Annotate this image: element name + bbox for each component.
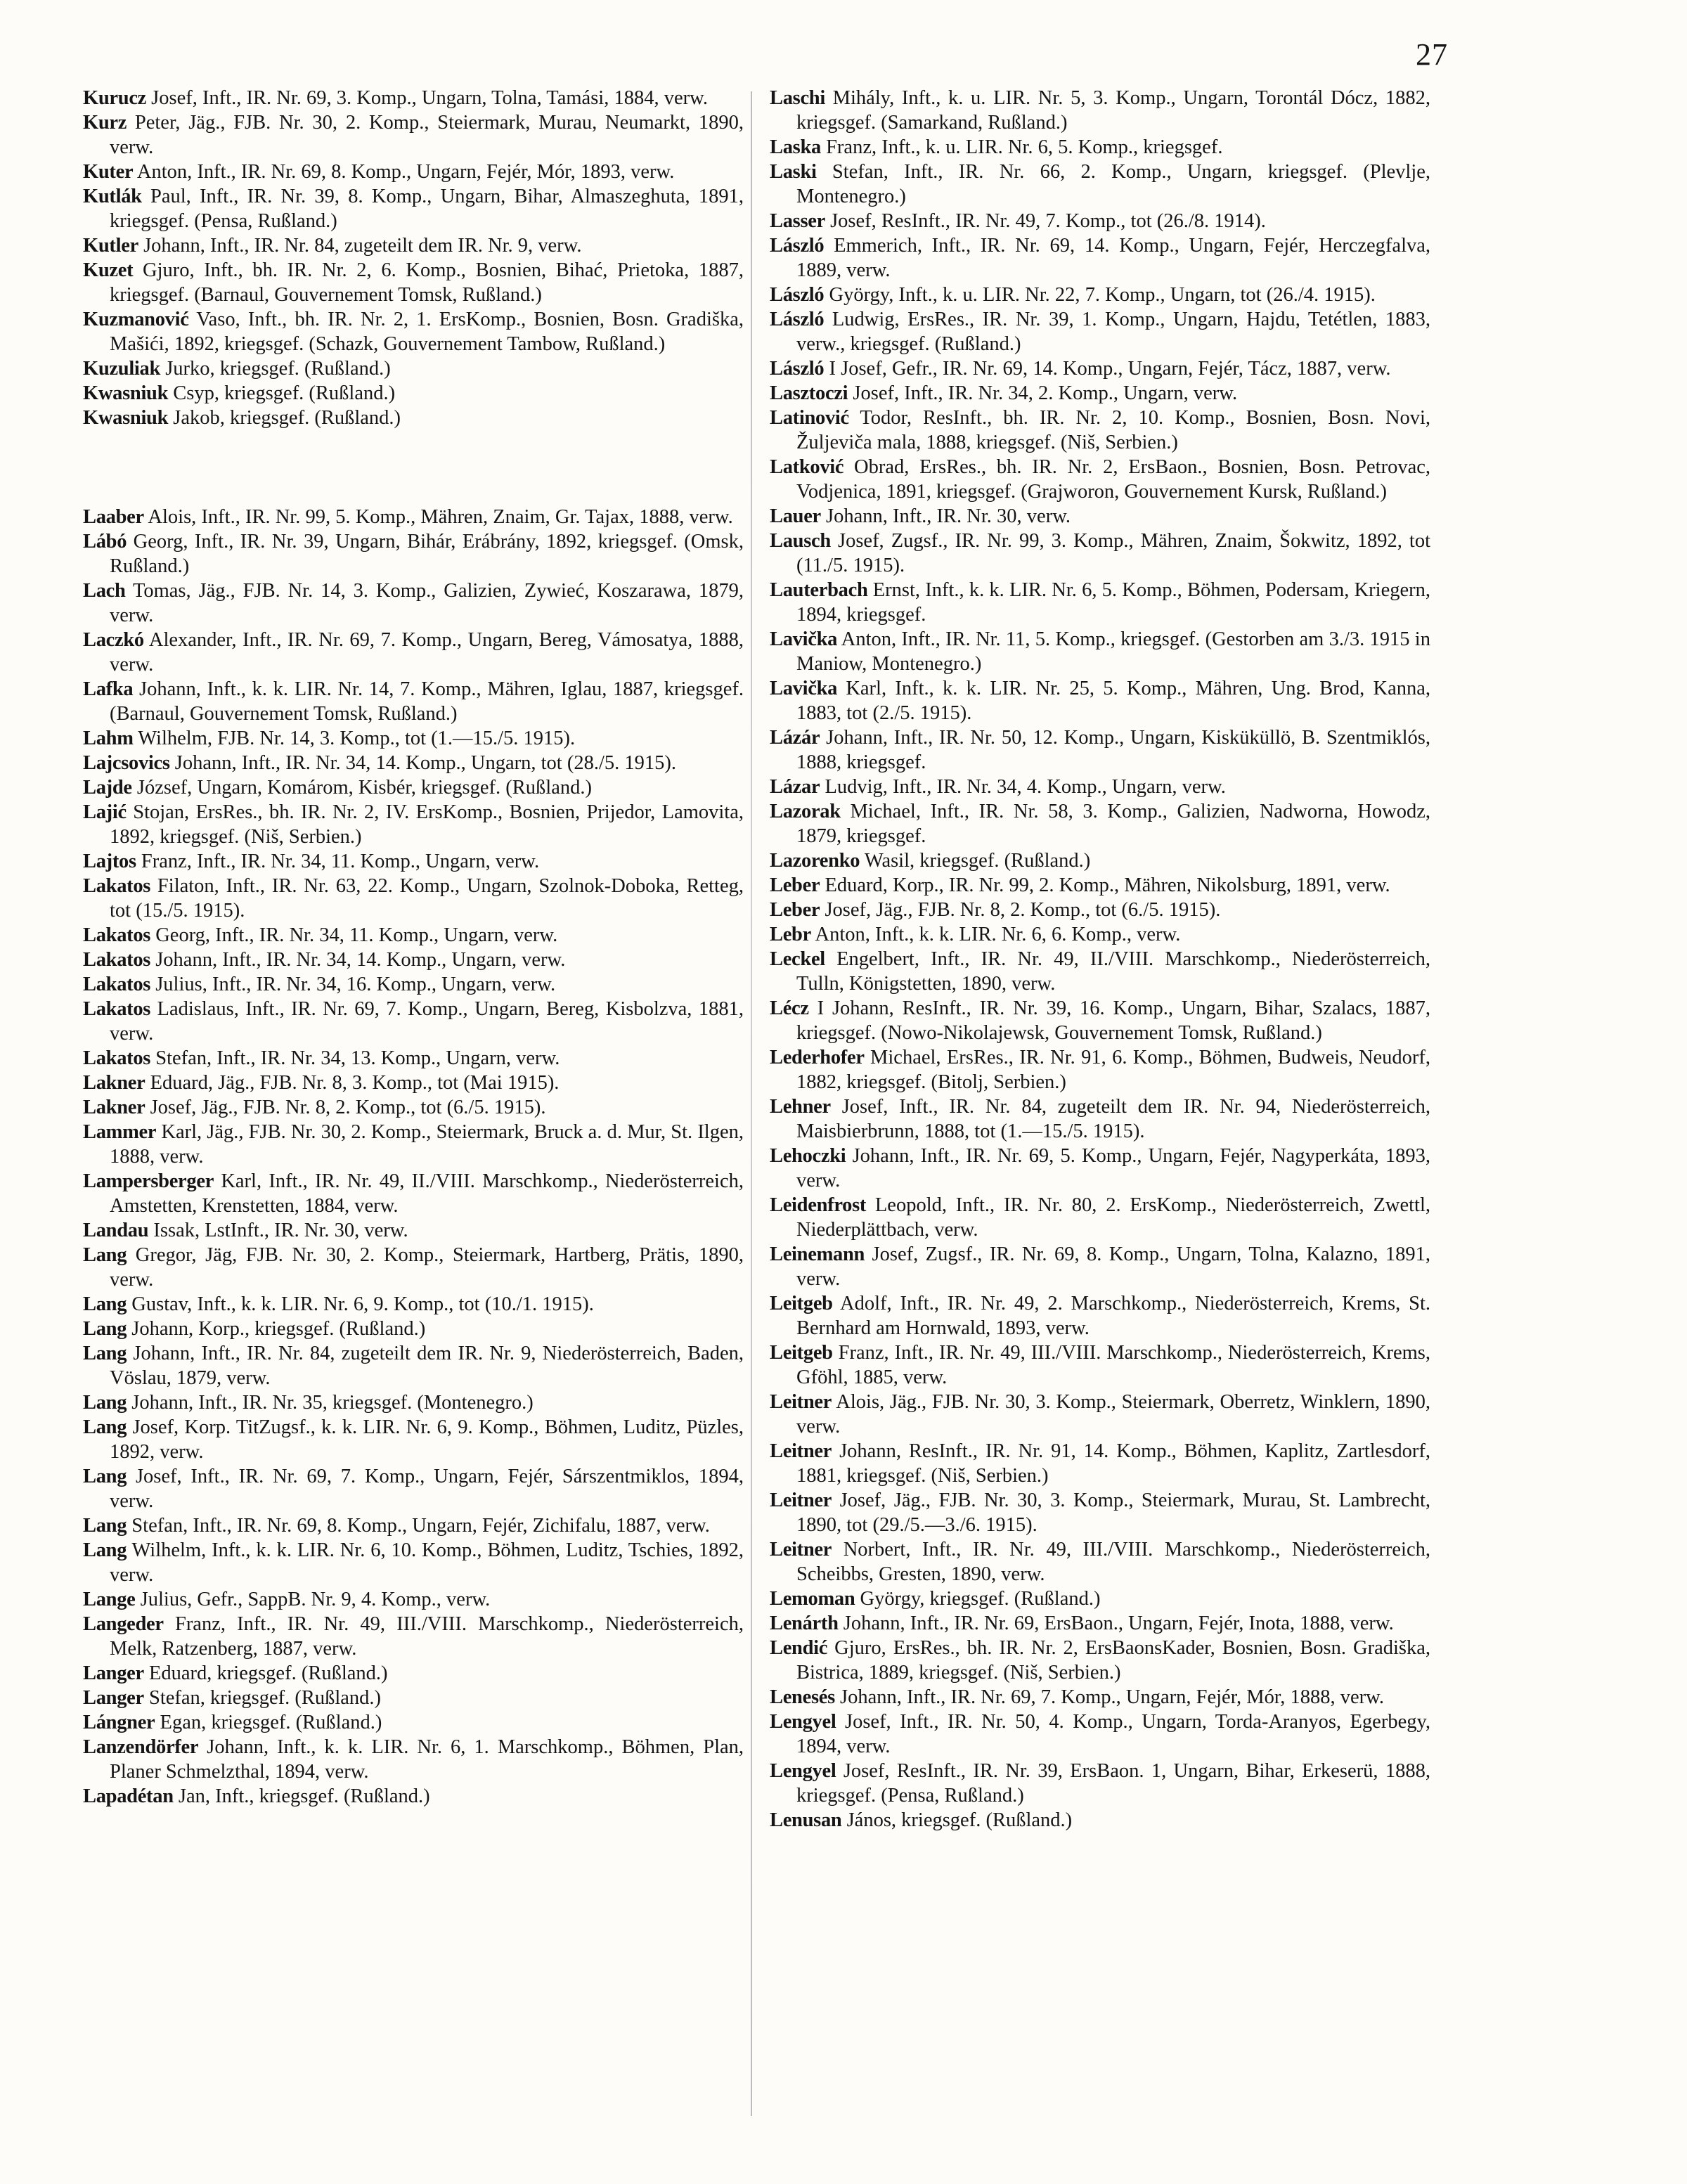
entry-details: Johann, Inft., IR. Nr. 30, verw. (826, 505, 1071, 527)
list-entry (83, 184, 744, 233)
list-entry (770, 1439, 1430, 1488)
list-entry (770, 1094, 1430, 1144)
entry-details: Ludvig, Inft., IR. Nr. 34, 4. Komp., Ungarn, verw. (825, 776, 1226, 798)
entry-surname: Lang (83, 1515, 127, 1537)
entry-details: Josef, Jäg., FJB. Nr. 8, 2. Komp., tot (6./5. 1915). (825, 899, 1221, 921)
entry-surname: Lakner (83, 1097, 146, 1118)
list-entry (83, 356, 744, 381)
entry-details: Johann, Korp., kriegsgef. (Rußland.) (131, 1318, 426, 1340)
entry-surname: Lausch (770, 530, 831, 552)
entry-surname: Lendić (770, 1637, 828, 1659)
entry-surname: Lángner (83, 1712, 155, 1733)
entry-surname: Lapadétan (83, 1785, 174, 1807)
entry-details: Josef, Zugsf., IR. Nr. 69, 8. Komp., Ungarn, Tolna, Kalazno, 1891, verw. (796, 1243, 1431, 1290)
list-entry (83, 775, 744, 800)
list-entry (770, 160, 1430, 209)
entry-surname: Kuzmanović (83, 309, 189, 330)
list-entry (83, 1612, 744, 1661)
list-entry (83, 1071, 744, 1095)
entry-surname: Lehoczki (770, 1145, 846, 1167)
entry-surname: Leitner (770, 1440, 832, 1462)
entry-surname: Leber (770, 899, 820, 921)
entry-surname: Lázar (770, 776, 820, 798)
entry-surname: Lenusan (770, 1809, 842, 1831)
entry-details: Emmerich, Inft., IR. Nr. 69, 14. Komp., Ungarn, Fejér, Herczegfalva, 1889, verw. (796, 235, 1431, 281)
entry-surname: Laschi (770, 87, 825, 109)
entry-details: Julius, Inft., IR. Nr. 34, 16. Komp., Ungarn, verw. (155, 974, 556, 995)
entry-details: Georg, Inft., IR. Nr. 39, Ungarn, Bihár, Erábrány, 1892, kriegsgef. (Omsk, Rußland.) (110, 531, 744, 577)
entry-surname: Leitgeb (770, 1293, 833, 1314)
entry-surname: Kwasniuk (83, 382, 169, 404)
list-entry (83, 997, 744, 1046)
entry-details: Stefan, Inft., IR. Nr. 34, 13. Komp., Ungarn, verw. (155, 1047, 560, 1069)
entry-details: Josef, Inft., IR. Nr. 50, 4. Komp., Ungarn, Torda-Aranyos, Egerbegy, 1894, verw. (796, 1711, 1430, 1757)
entry-surname: Lakner (83, 1072, 146, 1094)
entry-details: Johann, Inft., IR. Nr. 69, 7. Komp., Ungarn, Fejér, Mór, 1888, verw. (840, 1686, 1384, 1708)
list-entry (83, 579, 744, 628)
list-entry (770, 86, 1430, 135)
entry-surname: Lakatos (83, 875, 151, 897)
list-entry (83, 1735, 744, 1784)
list-entry (770, 209, 1430, 233)
entry-details: Stefan, Inft., IR. Nr. 69, 8. Komp., Ungarn, Fejér, Zichifalu, 1887, verw. (131, 1515, 710, 1537)
entry-details: Wilhelm, FJB. Nr. 14, 3. Komp., tot (1.—15./5. 1915). (138, 728, 576, 749)
entry-surname: Kurucz (83, 87, 147, 109)
list-entry (770, 1488, 1430, 1537)
list-entry (83, 1538, 744, 1587)
entry-details: Johann, Inft., IR. Nr. 69, ErsBaon., Ungarn, Fejér, Inota, 1888, verw. (843, 1613, 1394, 1634)
entry-surname: Lazorak (770, 801, 841, 822)
list-entry (770, 996, 1430, 1045)
entry-details: Johann, Inft., IR. Nr. 84, zugeteilt dem IR. Nr. 9, Niederösterreich, Baden, Vöslau, 1879, verw. (110, 1343, 744, 1389)
entry-surname: Lemoman (770, 1588, 855, 1610)
entry-surname: Lammer (83, 1121, 157, 1143)
entry-details: Anton, Inft., IR. Nr. 69, 8. Komp., Ungarn, Fejér, Mór, 1893, verw. (136, 161, 675, 183)
entry-details: Jakob, kriegsgef. (Rußland.) (173, 407, 401, 429)
entry-details: Franz, Inft., IR. Nr. 49, III./VIII. Marschkomp., Niederösterreich, Melk, Ratzenberg, 1887, verw. (110, 1613, 744, 1660)
entry-surname: Lakatos (83, 924, 151, 946)
list-entry (83, 1218, 744, 1243)
list-entry (770, 1390, 1430, 1439)
list-entry (770, 1193, 1430, 1242)
entry-surname: Lederhofer (770, 1047, 865, 1068)
entry-group-l (83, 505, 744, 1809)
list-entry (770, 1611, 1430, 1636)
list-entry (83, 751, 744, 775)
list-entry (770, 1685, 1430, 1710)
entry-details: Alois, Inft., IR. Nr. 99, 5. Komp., Mähren, Znaim, Gr. Tajax, 1888, verw. (148, 506, 733, 528)
list-entry (770, 1710, 1430, 1759)
entry-surname: Leitgeb (770, 1342, 833, 1364)
entry-group-right (770, 86, 1430, 1833)
entry-surname: Lajde (83, 777, 132, 799)
entry-details: Eduard, kriegsgef. (Rußland.) (148, 1662, 388, 1684)
entry-details: Josef, Inft., IR. Nr. 69, 7. Komp., Ungarn, Fejér, Sárszentmiklos, 1894, verw. (110, 1466, 744, 1512)
entry-surname: Lajtos (83, 851, 136, 872)
entry-details: Jan, Inft., kriegsgef. (Rußland.) (178, 1785, 430, 1807)
entry-surname: Lengyel (770, 1711, 836, 1733)
list-entry (770, 873, 1430, 898)
list-entry (770, 455, 1430, 504)
entry-surname: Lakatos (83, 998, 151, 1020)
list-entry (770, 1537, 1430, 1587)
list-entry (770, 283, 1430, 307)
entry-surname: Lanzendörfer (83, 1736, 199, 1758)
entry-details: Gjuro, Inft., bh. IR. Nr. 2, 6. Komp., Bosnien, Bihać, Prietoka, 1887, kriegsgef. (Barnaul, Gouvernement Tomsk, Rußland.) (110, 259, 744, 306)
entry-surname: Kurz (83, 112, 127, 134)
list-entry (83, 233, 744, 258)
list-entry (83, 1415, 744, 1464)
entry-details: Eduard, Jäg., FJB. Nr. 8, 3. Komp., tot (Mai 1915). (150, 1072, 560, 1094)
entry-details: Georg, Inft., IR. Nr. 34, 11. Komp., Ungarn, verw. (155, 924, 558, 946)
list-entry (770, 848, 1430, 873)
entry-details: Johann, Inft., IR. Nr. 34, 14. Komp., Ungarn, tot (28./5. 1915). (174, 752, 677, 774)
entry-details: Vaso, Inft., bh. IR. Nr. 2, 1. ErsKomp., Bosnien, Bosn. Gradiška, Mašići, 1892, kriegsgef. (Schazk, Gouvernement Tambow, Rußland.) (110, 309, 744, 355)
list-entry (83, 1686, 744, 1710)
list-entry (83, 505, 744, 529)
entry-details: Josef, Jäg., FJB. Nr. 30, 3. Komp., Steiermark, Murau, St. Lambrecht, 1890, tot (29./5.—3./6. 1915). (796, 1490, 1431, 1536)
entry-details: Tomas, Jäg., FJB. Nr. 14, 3. Komp., Galizien, Zywieć, Koszarawa, 1879, verw. (110, 580, 744, 626)
entry-surname: Langeder (83, 1613, 164, 1635)
list-entry (770, 1340, 1430, 1390)
entry-details: Josef, Jäg., FJB. Nr. 8, 2. Komp., tot (6./5. 1915). (150, 1097, 546, 1118)
list-entry (83, 1464, 744, 1513)
entry-details: Johann, Inft., IR. Nr. 50, 12. Komp., Ungarn, Kisküküllö, B. Szentmiklós, 1888, kriegsgef. (796, 727, 1431, 773)
entry-surname: Lang (83, 1318, 127, 1340)
list-entry (83, 923, 744, 948)
entry-details: György, Inft., k. u. LIR. Nr. 22, 7. Komp., Ungarn, tot (26./4. 1915). (829, 284, 1376, 306)
list-entry (83, 1243, 744, 1292)
entry-details: Ladislaus, Inft., IR. Nr. 69, 7. Komp., Ungarn, Bereg, Kisbolzva, 1881, verw. (110, 998, 744, 1045)
entry-group-k (83, 86, 744, 430)
entry-surname: Lasser (770, 210, 825, 232)
entry-surname: Lampersberger (83, 1170, 214, 1192)
entry-details: Todor, ResInft., bh. IR. Nr. 2, 10. Komp., Bosnien, Bosn. Novi, Žuljeviča mala, 1888, kriegsgef. (Niš, Serbien.) (796, 407, 1430, 453)
entry-surname: Lavička (770, 678, 838, 699)
entry-details: Issak, LstInft., IR. Nr. 30, verw. (153, 1220, 408, 1241)
entry-details: Josef, ResInft., IR. Nr. 49, 7. Komp., tot (26./8. 1914). (830, 210, 1266, 232)
list-entry (770, 406, 1430, 455)
entry-details: Josef, Inft., IR. Nr. 69, 3. Komp., Ungarn, Tolna, Tamási, 1884, verw. (151, 87, 708, 109)
entry-surname: Laczkó (83, 629, 144, 651)
entry-surname: Lakatos (83, 1047, 151, 1069)
entry-surname: Lafka (83, 678, 134, 700)
entry-surname: Lécz (770, 997, 809, 1019)
entry-surname: Lenesés (770, 1686, 835, 1708)
list-entry (770, 1291, 1430, 1340)
entry-details: Stefan, kriegsgef. (Rußland.) (148, 1687, 382, 1709)
list-entry (770, 135, 1430, 160)
entry-details: Alois, Jäg., FJB. Nr. 30, 3. Komp., Steiermark, Oberretz, Winklern, 1890, verw. (796, 1391, 1430, 1437)
list-entry (83, 1317, 744, 1341)
entry-surname: Lang (83, 1416, 127, 1438)
entry-surname: László (770, 309, 825, 330)
entry-details: Franz, Inft., IR. Nr. 34, 11. Komp., Ungarn, verw. (141, 851, 540, 872)
entry-surname: Lang (83, 1392, 127, 1414)
entry-surname: Lázár (770, 727, 820, 749)
entry-surname: Lahm (83, 728, 134, 749)
entry-surname: Leinemann (770, 1243, 865, 1265)
entry-details: Josef, Inft., IR. Nr. 84, zugeteilt dem IR. Nr. 94, Niederösterreich, Maisbierbrunn, 1888, tot (1.—15./5. 1915). (796, 1096, 1431, 1142)
entry-details: Karl, Inft., IR. Nr. 49, II./VIII. Marschkomp., Niederösterreich, Amstetten, Krenstetten, 1884, verw. (110, 1170, 744, 1217)
entry-details: Josef, Zugsf., IR. Nr. 99, 3. Komp., Mähren, Znaim, Šokwitz, 1892, tot (11./5. 1915). (796, 530, 1430, 576)
list-entry (83, 1390, 744, 1415)
entry-details: Julius, Gefr., SappB. Nr. 9, 4. Komp., verw. (140, 1589, 491, 1610)
entry-surname: Lajić (83, 801, 127, 823)
list-entry (770, 1242, 1430, 1291)
entry-surname: Lajcsovics (83, 752, 170, 774)
entry-details: Peter, Jäg., FJB. Nr. 30, 2. Komp., Steiermark, Murau, Neumarkt, 1890, verw. (110, 112, 744, 158)
right-column (770, 86, 1430, 1833)
entry-surname: Landau (83, 1220, 149, 1241)
list-entry (83, 1661, 744, 1686)
entry-details: Leopold, Inft., IR. Nr. 80, 2. ErsKomp., Niederösterreich, Zwettl, Niederplättbach, verw. (796, 1194, 1430, 1241)
entry-surname: Kwasniuk (83, 407, 169, 429)
list-entry (83, 800, 744, 849)
entry-surname: Kuzuliak (83, 358, 161, 380)
list-entry (83, 381, 744, 406)
entry-details: Johann, Inft., IR. Nr. 35, kriegsgef. (Montenegro.) (131, 1392, 534, 1414)
entry-details: Karl, Inft., k. k. LIR. Nr. 25, 5. Komp., Mähren, Ung. Brod, Kanna, 1883, tot (2./5. 1915). (796, 678, 1430, 724)
entry-surname: Leidenfrost (770, 1194, 867, 1216)
list-entry (770, 1144, 1430, 1193)
list-entry (770, 947, 1430, 996)
entry-details: József, Ungarn, Komárom, Kisbér, kriegsgef. (Rußland.) (136, 777, 592, 799)
entry-details: Stefan, Inft., IR. Nr. 66, 2. Komp., Ungarn, kriegsgef. (Plevlje, Montenegro.) (796, 161, 1430, 207)
list-entry (770, 725, 1430, 775)
list-entry (770, 799, 1430, 848)
entry-details: Anton, Inft., k. k. LIR. Nr. 6, 6. Komp., verw. (815, 924, 1181, 945)
entry-details: Franz, Inft., IR. Nr. 49, III./VIII. Marschkomp., Niederösterreich, Krems, Gföhl, 1885, verw. (796, 1342, 1430, 1388)
entry-surname: Lakatos (83, 974, 151, 995)
list-entry (83, 529, 744, 579)
list-entry (83, 849, 744, 874)
entry-details: Johann, ResInft., IR. Nr. 91, 14. Komp., Böhmen, Kaplitz, Zartlesdorf, 1881, kriegsgef. (Niš, Serbien.) (796, 1440, 1431, 1487)
section-gap (83, 430, 744, 505)
list-entry (83, 86, 744, 110)
entry-details: Engelbert, Inft., IR. Nr. 49, II./VIII. Marschkomp., Niederösterreich, Tulln, Königstetten, 1890, verw. (796, 948, 1430, 995)
entry-details: I Johann, ResInft., IR. Nr. 39, 16. Komp., Ungarn, Bihar, Szalacs, 1887, kriegsgef. (Nowo-Nikolajewsk, Gouvernement Tomsk, Rußland.) (796, 997, 1430, 1044)
entry-surname: Latinović (770, 407, 849, 429)
entry-details: Johann, Inft., IR. Nr. 84, zugeteilt dem IR. Nr. 9, verw. (143, 235, 582, 257)
entry-surname: Lasztoczi (770, 382, 848, 404)
entry-details: Filaton, Inft., IR. Nr. 63, 22. Komp., Ungarn, Szolnok-Doboka, Retteg, tot (15./5. 1915). (110, 875, 744, 922)
entry-surname: Latković (770, 456, 844, 478)
entry-details: Wilhelm, Inft., k. k. LIR. Nr. 6, 10. Komp., Böhmen, Luditz, Tschies, 1892, verw. (110, 1539, 744, 1586)
list-entry (770, 529, 1430, 578)
list-entry (83, 1046, 744, 1071)
entry-surname: Leber (770, 874, 820, 896)
list-entry (83, 1587, 744, 1612)
list-entry (83, 726, 744, 751)
entry-details: I Josef, Gefr., IR. Nr. 69, 14. Komp., Ungarn, Fejér, Tácz, 1887, verw. (829, 358, 1391, 380)
entry-surname: Kuzet (83, 259, 134, 281)
list-entry (770, 1808, 1430, 1833)
entry-surname: László (770, 235, 825, 257)
list-entry (770, 381, 1430, 406)
list-entry (770, 504, 1430, 529)
entry-details: Eduard, Korp., IR. Nr. 99, 2. Komp., Mähren, Nikolsburg, 1891, verw. (825, 874, 1390, 896)
entry-details: Josef, Korp. TitZugsf., k. k. LIR. Nr. 6, 9. Komp., Böhmen, Luditz, Püzles, 1892, verw. (110, 1416, 744, 1463)
entry-details: Gjuro, ErsRes., bh. IR. Nr. 2, ErsBaonsKader, Bosnien, Bosn. Gradiška, Bistrica, 1889, kriegsgef. (Niš, Serbien.) (796, 1637, 1431, 1684)
entry-surname: Langer (83, 1687, 144, 1709)
list-entry (83, 972, 744, 997)
entry-surname: Laska (770, 136, 821, 158)
list-entry (770, 922, 1430, 947)
entry-details: Paul, Inft., IR. Nr. 39, 8. Komp., Ungarn, Bihar, Almaszeghuta, 1891, kriegsgef. (Pensa, Rußland.) (110, 186, 744, 232)
entry-surname: Lebr (770, 924, 811, 945)
entry-surname: Lach (83, 580, 126, 602)
entry-details: Johann, Inft., IR. Nr. 34, 14. Komp., Ungarn, verw. (155, 949, 566, 971)
entry-details: Anton, Inft., IR. Nr. 11, 5. Komp., kriegsgef. (Gestorben am 3./3. 1915 in Maniow, Montenegro.) (796, 628, 1430, 675)
list-entry (83, 1513, 744, 1538)
list-entry (770, 307, 1430, 356)
entry-surname: Lavička (770, 628, 838, 650)
entry-surname: Lauterbach (770, 579, 868, 601)
entry-details: Gregor, Jäg, FJB. Nr. 30, 2. Komp., Steiermark, Hartberg, Prätis, 1890, verw. (110, 1244, 744, 1291)
entry-surname: Leckel (770, 948, 825, 970)
column-divider (751, 91, 752, 2116)
list-entry (83, 1292, 744, 1317)
entry-details: Gustav, Inft., k. k. LIR. Nr. 6, 9. Komp., tot (10./1. 1915). (131, 1293, 594, 1315)
list-entry (770, 233, 1430, 283)
list-entry (770, 775, 1430, 799)
list-entry (83, 1710, 744, 1735)
entry-surname: Lehner (770, 1096, 831, 1118)
list-entry (83, 1341, 744, 1390)
list-entry (83, 874, 744, 923)
entry-surname: Lauer (770, 505, 821, 527)
entry-details: Adolf, Inft., IR. Nr. 49, 2. Marschkomp., Niederösterreich, Krems, St. Bernhard am Hornwald, 1893, verw. (796, 1293, 1430, 1339)
entry-surname: Lakatos (83, 949, 151, 971)
entry-surname: Lazorenko (770, 850, 860, 872)
entry-details: Obrad, ErsRes., bh. IR. Nr. 2, ErsBaon., Bosnien, Bosn. Petrovac, Vodjenica, 1891, kriegsgef. (Grajworon, Gouvernement Kursk, Rußland.) (796, 456, 1430, 503)
list-entry (83, 1095, 744, 1120)
entry-details: Josef, Inft., IR. Nr. 34, 2. Komp., Ungarn, verw. (853, 382, 1238, 404)
list-entry (83, 406, 744, 430)
entry-surname: Laaber (83, 506, 144, 528)
entry-surname: Kuter (83, 161, 134, 183)
left-column (83, 86, 744, 1809)
entry-details: Wasil, kriegsgef. (Rußland.) (864, 850, 1091, 872)
entry-details: Jurko, kriegsgef. (Rußland.) (165, 358, 391, 380)
entry-details: Michael, ErsRes., IR. Nr. 91, 6. Komp., Böhmen, Budweis, Neudorf, 1882, kriegsgef. (Bitolj, Serbien.) (796, 1047, 1430, 1093)
entry-surname: Lang (83, 1539, 127, 1561)
entry-surname: Lengyel (770, 1760, 836, 1782)
list-entry (770, 1759, 1430, 1808)
list-entry (83, 160, 744, 184)
list-entry (83, 628, 744, 677)
list-entry (83, 1169, 744, 1218)
list-entry (83, 1784, 744, 1809)
entry-surname: Langer (83, 1662, 144, 1684)
list-entry (770, 627, 1430, 676)
entry-surname: Lang (83, 1343, 127, 1364)
list-entry (83, 1120, 744, 1169)
entry-details: Michael, Inft., IR. Nr. 58, 3. Komp., Galizien, Nadworna, Howodz, 1879, kriegsgef. (796, 801, 1430, 847)
entry-details: János, kriegsgef. (Rußland.) (846, 1809, 1073, 1831)
entry-details: Mihály, Inft., k. u. LIR. Nr. 5, 3. Komp., Ungarn, Torontál Dócz, 1882, kriegsgef. (Samarkand, Rußland.) (796, 87, 1431, 134)
page-number: 27 (1416, 37, 1448, 72)
entry-details: Egan, kriegsgef. (Rußland.) (160, 1712, 382, 1733)
entry-details: Johann, Inft., IR. Nr. 69, 5. Komp., Ungarn, Fejér, Nagyperkáta, 1893, verw. (796, 1145, 1431, 1191)
list-entry (83, 677, 744, 726)
entry-surname: Leitner (770, 1391, 832, 1413)
entry-surname: László (770, 358, 825, 380)
list-entry (770, 898, 1430, 922)
entry-surname: Leitner (770, 1539, 832, 1561)
list-entry (770, 578, 1430, 627)
entry-details: Johann, Inft., k. k. LIR. Nr. 6, 1. Marschkomp., Böhmen, Plan, Planer Schmelzthal, 1894, verw. (110, 1736, 744, 1783)
entry-surname: László (770, 284, 825, 306)
entry-details: Karl, Jäg., FJB. Nr. 30, 2. Komp., Steiermark, Bruck a. d. Mur, St. Ilgen, 1888, verw. (110, 1121, 744, 1168)
entry-surname: Leitner (770, 1490, 832, 1511)
entry-surname: Lang (83, 1244, 127, 1266)
list-entry (770, 1045, 1430, 1094)
entry-surname: Laski (770, 161, 817, 183)
list-entry (770, 676, 1430, 725)
list-entry (770, 1587, 1430, 1611)
list-entry (83, 258, 744, 307)
entry-details: Ludwig, ErsRes., IR. Nr. 39, 1. Komp., Ungarn, Hajdu, Tetétlen, 1883, verw., kriegsgef. (Rußland.) (796, 309, 1430, 355)
list-entry (770, 356, 1430, 381)
entry-surname: Lang (83, 1293, 127, 1315)
entry-surname: Lang (83, 1466, 127, 1487)
list-entry (83, 110, 744, 160)
entry-details: Stojan, ErsRes., bh. IR. Nr. 2, IV. ErsKomp., Bosnien, Prijedor, Lamovita, 1892, kriegsgef. (Niš, Serbien.) (110, 801, 744, 848)
list-entry (83, 948, 744, 972)
entry-details: György, kriegsgef. (Rußland.) (860, 1588, 1101, 1610)
entry-details: Franz, Inft., k. u. LIR. Nr. 6, 5. Komp., kriegsgef. (826, 136, 1223, 158)
entry-details: Norbert, Inft., IR. Nr. 49, III./VIII. Marschkomp., Niederösterreich, Scheibbs, Gresten, 1890, verw. (796, 1539, 1430, 1585)
entry-details: Johann, Inft., k. k. LIR. Nr. 14, 7. Komp., Mähren, Iglau, 1887, kriegsgef. (Barnaul, Gouvernement Tomsk, Rußland.) (110, 678, 744, 725)
list-entry (83, 307, 744, 356)
entry-surname: Lenárth (770, 1613, 839, 1634)
list-entry (770, 1636, 1430, 1685)
entry-surname: Lange (83, 1589, 136, 1610)
entry-details: Csyp, kriegsgef. (Rußland.) (173, 382, 396, 404)
entry-surname: Kutlák (83, 186, 142, 207)
entry-surname: Kutler (83, 235, 138, 257)
entry-details: Ernst, Inft., k. k. LIR. Nr. 6, 5. Komp., Böhmen, Podersam, Kriegern, 1894, kriegsgef. (796, 579, 1431, 626)
entry-details: Josef, ResInft., IR. Nr. 39, ErsBaon. 1, Ungarn, Bihar, Erkeserü, 1888, kriegsgef. (Pensa, Rußland.) (796, 1760, 1430, 1807)
entry-details: Alexander, Inft., IR. Nr. 69, 7. Komp., Ungarn, Bereg, Vámosatya, 1888, verw. (110, 629, 744, 676)
entry-surname: Lábó (83, 531, 127, 553)
